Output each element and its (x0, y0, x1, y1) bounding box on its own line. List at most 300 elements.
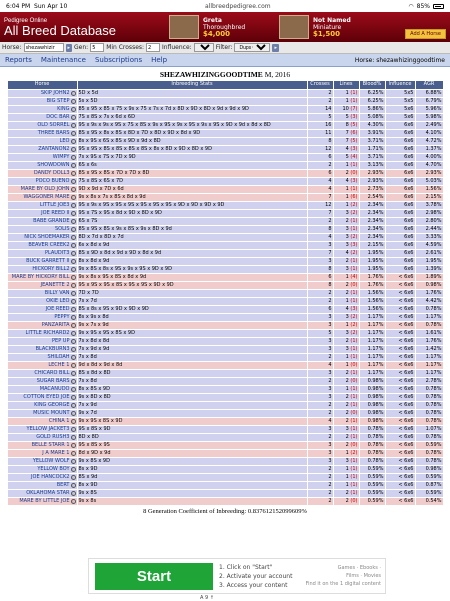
blood-percent: 3.13% (359, 161, 385, 169)
info-icon[interactable]: i (71, 131, 76, 136)
horse-name-link[interactable]: CHICARO BILL i (7, 369, 77, 377)
influence: 6x6 (385, 225, 415, 233)
inbreeding-stats: 7s x 9d (77, 401, 307, 409)
agr: 0.59% (415, 489, 443, 497)
table-row (7, 249, 443, 257)
inbreeding-stats: 9S x 9s x 9S x 9S x 9S x 9S x 9S x 9S x 9D x 9D x 9D x 9D (77, 201, 307, 209)
table-row (7, 393, 443, 401)
table-row (7, 273, 443, 281)
influence: < 6x6 (385, 337, 415, 345)
blood-percent: 1.17% (359, 345, 385, 353)
info-icon[interactable]: i (71, 347, 76, 352)
horse-name-link[interactable]: DOC BAR i (7, 113, 77, 121)
info-icon[interactable]: i (71, 459, 76, 464)
inbreeding-stats: 9S x 7S x 9S x 8d x 9D x 8D x 9D (77, 209, 307, 217)
info-icon[interactable]: i (71, 91, 76, 96)
horse-name-link[interactable]: YELLOW BOY i (7, 465, 77, 473)
horse-name-link[interactable]: LECHE 1 i (7, 361, 77, 369)
influence: 6x6 (385, 137, 415, 145)
horse-name-link[interactable]: MUSIC MOUNT i (7, 409, 77, 417)
horse-name-link[interactable]: J A MARE 1 i (7, 449, 77, 457)
agr: 1.89% (415, 273, 443, 281)
info-icon[interactable]: i (71, 115, 76, 120)
blood-percent: 6.25% (359, 97, 385, 105)
info-icon[interactable]: i (71, 283, 76, 288)
info-icon[interactable]: i (71, 307, 76, 312)
table-row (7, 281, 443, 289)
lines: 1 (4) (333, 273, 359, 281)
info-icon[interactable]: i (71, 155, 76, 160)
info-icon[interactable]: i (71, 291, 76, 296)
horse-name-link[interactable]: HICKORY BILL2 i (7, 265, 77, 273)
horse-name-link[interactable]: JOE REED i (7, 305, 77, 313)
info-icon[interactable]: i (71, 387, 76, 392)
lines: 2 (0) (333, 497, 359, 505)
agr: 0.78% (415, 433, 443, 441)
horse-name-link[interactable]: BLACKBURN3 i (7, 345, 77, 353)
blood-percent: 2.15% (359, 241, 385, 249)
influence: 6x6 (385, 153, 415, 161)
inbreeding-stats: 9s x 9S x 9S x 8S x 9D (77, 329, 307, 337)
table-row (7, 97, 443, 105)
horse-name-link[interactable]: JOE REED II i (7, 209, 77, 217)
filter-go-button[interactable]: ▸ (274, 44, 277, 51)
lines: 1 (1) (333, 473, 359, 481)
blood-percent: 3.71% (359, 153, 385, 161)
horse-name-link[interactable]: MARE BY LITTLE JOE i (7, 497, 77, 505)
agr: 6.79% (415, 97, 443, 105)
info-icon[interactable]: i (71, 475, 76, 480)
horse-name-link[interactable]: ZANTANON2 i (7, 145, 77, 153)
lines: 1 (1) (333, 297, 359, 305)
influence: < 6x6 (385, 497, 415, 505)
info-icon[interactable]: i (71, 339, 76, 344)
horse-name-link[interactable]: WAGGONER MARE i (7, 193, 77, 201)
crosses: 4 (307, 417, 333, 425)
horse-photo (279, 15, 309, 39)
blood-percent: 0.78% (359, 433, 385, 441)
horse-name-link[interactable]: JEANETTE 2 i (7, 281, 77, 289)
influence: 6x6 (385, 241, 415, 249)
blood-percent: 3.71% (359, 137, 385, 145)
horse-name-link[interactable]: NICK SHOEMAKER i (7, 233, 77, 241)
crosses: 2 (307, 217, 333, 225)
blood-percent: 1.17% (359, 329, 385, 337)
blood-percent: 2.34% (359, 209, 385, 217)
influence: 6x6 (385, 209, 415, 217)
table-row (7, 137, 443, 145)
lines: 2 (1) (333, 433, 359, 441)
lines: 1 (2) (333, 321, 359, 329)
inbreeding-stats: 8S x 9S x 8s x 8S x 8D x 7D x 8D x 9D x 8d x 9D (77, 129, 307, 137)
info-icon[interactable]: i (71, 235, 76, 240)
table-row (7, 449, 443, 457)
crosses: 2 (307, 353, 333, 361)
horse-name-link[interactable]: BABE GRANDE i (7, 217, 77, 225)
horse-name-link[interactable]: BIG STEP i (7, 97, 77, 105)
info-icon[interactable]: i (71, 139, 76, 144)
table-row (7, 489, 443, 497)
horse-input[interactable] (24, 43, 64, 52)
influence: < 6x6 (385, 385, 415, 393)
crosses: 4 (307, 233, 333, 241)
crosses: 4 (307, 185, 333, 193)
crosses: 16 (307, 121, 333, 129)
influence: < 6x6 (385, 273, 415, 281)
influence-select[interactable] (194, 43, 214, 52)
horse-name-link[interactable]: YELLOW JACKET3 i (7, 425, 77, 433)
horse-name-link[interactable]: LEO i (7, 137, 77, 145)
blood-percent: 2.34% (359, 201, 385, 209)
influence: 5x5 (385, 97, 415, 105)
agr: 1.56% (415, 185, 443, 193)
influence: 5x5 (385, 89, 415, 97)
horse-name-link[interactable]: PANZARITA i (7, 321, 77, 329)
horse-name-link[interactable]: BILLY VAN i (7, 289, 77, 297)
wifi-icon: ◠ (408, 2, 414, 10)
horse-name-link[interactable]: BERT i (7, 481, 77, 489)
info-icon[interactable]: i (71, 203, 76, 208)
table-row (7, 321, 443, 329)
influence: 6x6 (385, 233, 415, 241)
table-row (7, 241, 443, 249)
blood-percent: 1.95% (359, 257, 385, 265)
lines: 3 (3) (333, 241, 359, 249)
horse-name-link[interactable]: YELLOW WOLF i (7, 457, 77, 465)
blood-percent: 0.78% (359, 457, 385, 465)
agr: 1.76% (415, 289, 443, 297)
influence: 6x6 (385, 145, 415, 153)
info-icon[interactable]: i (71, 107, 76, 112)
horse-name-link[interactable]: SKIP JOHN2 i (7, 89, 77, 97)
crosses: 6 (307, 305, 333, 313)
crosses: 7 (307, 249, 333, 257)
influence: < 6x6 (385, 457, 415, 465)
blood-percent: 5.08% (359, 113, 385, 121)
crosses: 3 (307, 257, 333, 265)
table-row (7, 121, 443, 129)
inbreeding-stats: 8S x 9S x 8S x 9s x 8S x 9s x 8D x 9d (77, 225, 307, 233)
info-icon[interactable]: i (71, 379, 76, 384)
info-icon[interactable]: i (71, 195, 76, 200)
crosses: 8 (307, 281, 333, 289)
info-icon[interactable]: i (71, 355, 76, 360)
crosses: 8 (307, 137, 333, 145)
agr: 6.88% (415, 89, 443, 97)
blood-percent: 2.73% (359, 185, 385, 193)
agr: 0.78% (415, 385, 443, 393)
crosses: 3 (307, 345, 333, 353)
min-crosses-input[interactable] (146, 43, 160, 52)
url-bar[interactable]: allbreedpedigree.com (205, 2, 271, 10)
info-icon[interactable]: i (71, 251, 76, 256)
gen-input[interactable] (90, 43, 104, 52)
status-time: 6:04 PM Sun Apr 10 (6, 2, 68, 10)
agr: 2.61% (415, 249, 443, 257)
info-icon[interactable]: i (71, 211, 76, 216)
crosses: 2 (307, 489, 333, 497)
inbreeding-table (7, 80, 444, 506)
horse-name-link[interactable]: BELLE STARR 1 i (7, 441, 77, 449)
info-icon[interactable]: i (71, 259, 76, 264)
agr: 2.15% (415, 193, 443, 201)
inbreeding-stats: 5s x 5D (77, 97, 307, 105)
influence: 6x6 (385, 185, 415, 193)
lines: 10 (7) (333, 105, 359, 113)
info-icon[interactable]: i (71, 435, 76, 440)
horse-name-link[interactable]: POCO BUENO i (7, 177, 77, 185)
info-icon[interactable]: i (71, 315, 76, 320)
info-icon[interactable]: i (71, 267, 76, 272)
horse-name-link[interactable]: OKLAHOMA STAR i (7, 489, 77, 497)
crosses: 3 (307, 337, 333, 345)
agr: 0.98% (415, 465, 443, 473)
info-icon[interactable]: i (71, 395, 76, 400)
info-icon[interactable]: i (71, 163, 76, 168)
lines: 1 (1) (333, 161, 359, 169)
blood-percent: 2.54% (359, 193, 385, 201)
info-icon[interactable]: i (71, 243, 76, 248)
start-button[interactable]: Start (95, 563, 213, 590)
agr: 0.59% (415, 441, 443, 449)
info-icon[interactable]: i (71, 171, 76, 176)
info-icon[interactable]: i (71, 331, 76, 336)
horse-name-link[interactable]: BUCK GARRETT II i (7, 257, 77, 265)
inbreeding-stats: 8S x 8s x 9S x 9D x 9D x 9D (77, 305, 307, 313)
table-row (7, 201, 443, 209)
info-icon[interactable]: i (71, 187, 76, 192)
info-icon[interactable]: i (71, 491, 76, 496)
info-icon[interactable]: i (71, 427, 76, 432)
add-horse-button[interactable]: Add A Horse (405, 29, 446, 39)
lines: 3 (1) (333, 457, 359, 465)
table-row (7, 313, 443, 321)
lines: 3 (1) (333, 225, 359, 233)
table-row (7, 257, 443, 265)
horse-name-link[interactable]: OLD SORREL i (7, 121, 77, 129)
blood-percent: 1.17% (359, 353, 385, 361)
agr: 2.98% (415, 209, 443, 217)
table-row (7, 481, 443, 489)
agr: 5.03% (415, 177, 443, 185)
info-icon[interactable]: i (71, 227, 76, 232)
nav-help[interactable]: Help (151, 56, 168, 64)
table-row (7, 193, 443, 201)
inbreeding-stats: 9s x 8s (77, 497, 307, 505)
info-icon[interactable]: i (71, 363, 76, 368)
inbreeding-stats: 9s x 8S x 9D (77, 457, 307, 465)
info-icon[interactable]: i (71, 99, 76, 104)
nav-reports[interactable]: Reports (5, 56, 32, 64)
horse-name-link[interactable]: PLAUDIT3 i (7, 249, 77, 257)
crosses: 2 (307, 289, 333, 297)
influence: < 6x6 (385, 329, 415, 337)
table-row (7, 465, 443, 473)
inbreeding-stats: 9S x 8S x 9S (77, 441, 307, 449)
blood-percent: 0.78% (359, 425, 385, 433)
blood-percent: 1.71% (359, 145, 385, 153)
search-go-button[interactable]: ▸ (67, 44, 71, 51)
info-icon[interactable]: i (71, 323, 76, 328)
inbreeding-stats: 9d x 8d x 9d x 8d (77, 361, 307, 369)
crosses: 3 (307, 425, 333, 433)
blood-percent: 5.86% (359, 105, 385, 113)
inbreeding-stats: 7s x 9S x 7S x 7D x 9D (77, 153, 307, 161)
horse-name-link[interactable]: MARE BY OLD JOHN i (7, 185, 77, 193)
page-title: SHEZAWHIZINGGOODTIME M, 2016 (159, 70, 291, 79)
blood-percent: 1.95% (359, 249, 385, 257)
inbreeding-stats: 8S x 8d x 8D (77, 369, 307, 377)
nav-maintenance[interactable]: Maintenance (40, 56, 86, 64)
agr: 1.17% (415, 353, 443, 361)
inbreeding-stats: 8s x 8d x 9d (77, 257, 307, 265)
horse-name-link[interactable]: MACANUDO i (7, 385, 77, 393)
agr: 2.44% (415, 225, 443, 233)
horse-name-link[interactable]: OKIE LEO i (7, 297, 77, 305)
horse-name-link[interactable]: SOLIS i (7, 225, 77, 233)
info-icon[interactable]: i (71, 123, 76, 128)
influence: 6x6 (385, 121, 415, 129)
crosses: 3 (307, 449, 333, 457)
blood-percent: 1.56% (359, 305, 385, 313)
agr: 1.76% (415, 337, 443, 345)
horse-name-link[interactable]: JOE HANCOCK2 i (7, 473, 77, 481)
crosses: 2 (307, 377, 333, 385)
info-icon[interactable]: i (71, 403, 76, 408)
horse-name-link[interactable]: BEAVER CREEK2 i (7, 241, 77, 249)
agr: 4.72% (415, 137, 443, 145)
lines: 4 (3) (333, 305, 359, 313)
crosses: 3 (307, 241, 333, 249)
agr: 0.87% (415, 481, 443, 489)
blood-percent: 6.25% (359, 89, 385, 97)
info-icon[interactable]: i (71, 179, 76, 184)
lines: 8 (5) (333, 121, 359, 129)
info-icon[interactable]: i (71, 411, 76, 416)
info-icon[interactable]: i (71, 299, 76, 304)
influence: 6x6 (385, 129, 415, 137)
lines: 3 (1) (333, 345, 359, 353)
horse-name-link[interactable]: KING i (7, 105, 77, 113)
horse-name-link[interactable]: SHILOAH i (7, 353, 77, 361)
blood-percent: 1.76% (359, 281, 385, 289)
info-icon[interactable]: i (71, 443, 76, 448)
blood-percent: 1.56% (359, 297, 385, 305)
influence: 5x6 (385, 113, 415, 121)
inbreeding-stats: 9s x 8S x 8s x 9S x 9s x 9S x 9D x 9D (77, 265, 307, 273)
agr: 5.96% (415, 105, 443, 113)
site-banner (0, 12, 450, 42)
info-icon[interactable]: i (71, 147, 76, 152)
crosses: 12 (307, 201, 333, 209)
crosses: 4 (307, 177, 333, 185)
site-logo[interactable]: Pedigree Online All Breed Database (4, 17, 117, 38)
info-icon[interactable]: i (71, 219, 76, 224)
inbreeding-stats: 8D x 7d x 8D x 7d (77, 233, 307, 241)
table-row (7, 433, 443, 441)
inbreeding-stats: 8d x 9D x 9d (77, 449, 307, 457)
inbreeding-stats: 9s x 8S (77, 489, 307, 497)
inbreeding-stats: 9S x 9s x 9s x 9S x 7S x 8S x 9s x 9S x 9s x 9S x 9s x 9S x 9D x 9d x 8d x 8D (77, 121, 307, 129)
table-row (7, 361, 443, 369)
blood-percent: 1.76% (359, 273, 385, 281)
influence: < 6x6 (385, 425, 415, 433)
ad-horse-2[interactable]: Not Named Miniature $1,500 (275, 12, 385, 42)
horse-name-link[interactable]: THREE BARS i (7, 129, 77, 137)
horse-name-link[interactable]: SUGAR BARS i (7, 377, 77, 385)
agr: 0.78% (415, 393, 443, 401)
horse-name-link[interactable]: LITTLE JOE3 i (7, 201, 77, 209)
inbreeding-stats: 8s x 8S x 9D (77, 385, 307, 393)
info-icon[interactable]: i (71, 419, 76, 424)
horse-name-link[interactable]: COTTON EYED JOE i (7, 393, 77, 401)
horse-name-link[interactable]: KING GEORGE i (7, 401, 77, 409)
inbreeding-stats: 9D x 9d x 7D x 6d (77, 185, 307, 193)
nav-subscriptions[interactable]: Subscriptions (94, 56, 143, 64)
table-row (7, 329, 443, 337)
influence: < 6x6 (385, 441, 415, 449)
info-icon[interactable]: i (71, 275, 76, 280)
horse-name-link[interactable]: PEPPY i (7, 313, 77, 321)
inbreeding-stats: 7s x 8d (77, 353, 307, 361)
info-icon[interactable]: i (71, 371, 76, 376)
table-row (7, 225, 443, 233)
crosses: 2 (307, 497, 333, 505)
horse-name-link[interactable]: WIMPY i (7, 153, 77, 161)
horse-name-link[interactable]: DANDY DOLL3 i (7, 169, 77, 177)
table-row (7, 177, 443, 185)
lines: 1 (0) (333, 361, 359, 369)
inbreeding-stats: 9s x 8s x 9S x 8S x 8d x 9d (77, 273, 307, 281)
influence: < 6x6 (385, 353, 415, 361)
agr: 0.98% (415, 281, 443, 289)
table-row (7, 105, 443, 113)
start-ad[interactable] (88, 558, 386, 594)
crosses: 8 (307, 265, 333, 273)
horse-name-link[interactable]: GOLD RUSH3 i (7, 433, 77, 441)
agr: 0.78% (415, 449, 443, 457)
filter-select[interactable] (234, 43, 270, 52)
info-icon[interactable]: i (71, 499, 76, 504)
blood-percent: 0.78% (359, 441, 385, 449)
table-header (7, 81, 443, 90)
horse-name-link[interactable]: MARE BY HICKORY BILL i (7, 273, 77, 281)
agr: 0.78% (415, 321, 443, 329)
inbreeding-stats: 7s x 9d x 9d (77, 345, 307, 353)
crosses: 4 (307, 361, 333, 369)
info-icon[interactable]: i (71, 467, 76, 472)
horse-name-link[interactable]: PEP UP i (7, 337, 77, 345)
influence: < 6x6 (385, 433, 415, 441)
info-icon[interactable]: i (71, 451, 76, 456)
influence: 6x6 (385, 169, 415, 177)
horse-name-link[interactable]: LITTLE RICHARD2 i (7, 329, 77, 337)
ad-horse-1[interactable]: Greta Thoroughbred $4,000 (165, 12, 275, 42)
agr: 4.00% (415, 153, 443, 161)
lines: 2 (1) (333, 489, 359, 497)
inbreeding-stats: 6S x 6s (77, 161, 307, 169)
blood-percent: 0.98% (359, 417, 385, 425)
agr: 1.39% (415, 265, 443, 273)
current-horse: Horse: shezawhizinggoodtime (354, 56, 445, 64)
agr: 1.95% (415, 257, 443, 265)
table-row (7, 457, 443, 465)
horse-name-link[interactable]: SHOWDOWN i (7, 161, 77, 169)
horse-name-link[interactable]: CHINA 1 i (7, 417, 77, 425)
info-icon[interactable]: i (71, 483, 76, 488)
agr: 2.78% (415, 377, 443, 385)
lines: 2 (1) (333, 337, 359, 345)
